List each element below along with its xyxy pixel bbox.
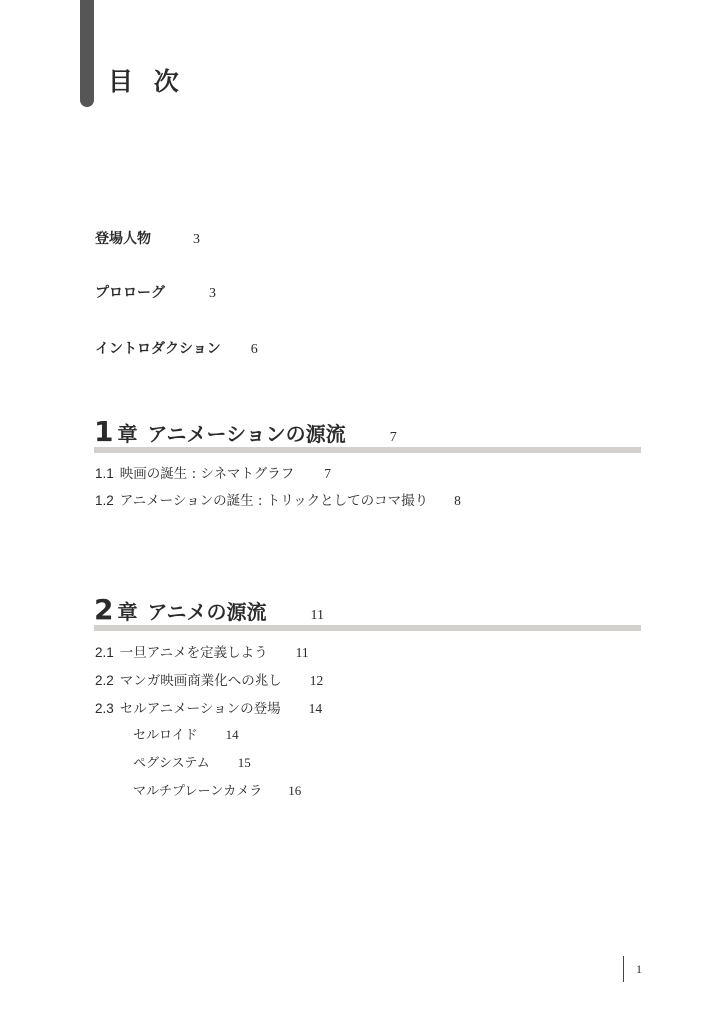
section-title: 一旦アニメを定義しよう: [119, 645, 268, 661]
toc-entry-introduction[interactable]: [95, 338, 258, 358]
entry-page: 3: [193, 232, 200, 247]
chapter-page: 11: [310, 608, 324, 623]
footer-divider: [623, 956, 624, 982]
subsection-page: 16: [288, 783, 302, 798]
section-number: 2.3: [95, 701, 114, 716]
chapter-number: 2: [94, 593, 114, 626]
section-page: 7: [324, 466, 331, 481]
page-title: 目 次: [108, 67, 185, 96]
section-number: 2.2: [95, 673, 114, 688]
section-number: 1.2: [95, 493, 114, 508]
chapter-underline: [94, 447, 641, 453]
chapter-1-heading[interactable]: [94, 415, 641, 453]
toc-section-2-3[interactable]: [95, 697, 322, 717]
chapter-number: 1: [94, 415, 114, 448]
entry-page: 6: [250, 342, 258, 357]
toc-entry-prologue[interactable]: [95, 282, 216, 302]
section-title: マンガ映画商業化への兆し: [119, 673, 282, 689]
toc-subsection-peg-system[interactable]: [133, 752, 251, 771]
entry-label: プロローグ: [95, 285, 165, 301]
toc-section-2-1[interactable]: [95, 641, 309, 661]
section-number: 1.1: [95, 466, 114, 481]
section-title: セルアニメーションの登場: [119, 701, 281, 717]
section-page: 8: [454, 493, 461, 508]
subsection-title: ペグシステム: [133, 756, 210, 771]
toc-entry-characters[interactable]: [95, 228, 200, 248]
section-title: アニメーションの誕生 : トリックとしてのコマ撮り: [119, 493, 429, 509]
section-page: 14: [308, 701, 323, 716]
chapter-label: 章: [117, 422, 138, 446]
entry-page: 3: [209, 286, 216, 301]
section-title: 映画の誕生 : シネマトグラフ: [119, 466, 295, 482]
section-page: 12: [309, 673, 324, 688]
toc-section-1-2[interactable]: [95, 489, 461, 509]
subsection-page: 15: [237, 755, 251, 770]
toc-subsection-celluloid[interactable]: [133, 724, 239, 743]
chapter-2-heading[interactable]: [94, 593, 641, 631]
entry-label: イントロダクション: [95, 341, 221, 357]
title-accent-bar: [80, 0, 94, 107]
page-number: 1: [636, 962, 642, 976]
entry-label: 登場人物: [95, 231, 151, 247]
chapter-page: 7: [389, 430, 397, 445]
chapter-title: アニメの源流: [147, 600, 267, 624]
chapter-title: アニメーションの源流: [147, 422, 346, 446]
subsection-page: 14: [225, 727, 239, 742]
section-page: 11: [295, 645, 309, 660]
chapter-label: 章: [117, 600, 138, 624]
toc-section-1-1[interactable]: [95, 462, 331, 482]
subsection-title: セルロイド: [133, 728, 198, 743]
subsection-title: マルチプレーンカメラ: [133, 784, 263, 799]
toc-section-2-2[interactable]: [95, 669, 323, 689]
section-number: 2.1: [95, 645, 114, 660]
toc-subsection-multiplane-camera[interactable]: [133, 780, 301, 799]
chapter-underline: [94, 625, 641, 631]
